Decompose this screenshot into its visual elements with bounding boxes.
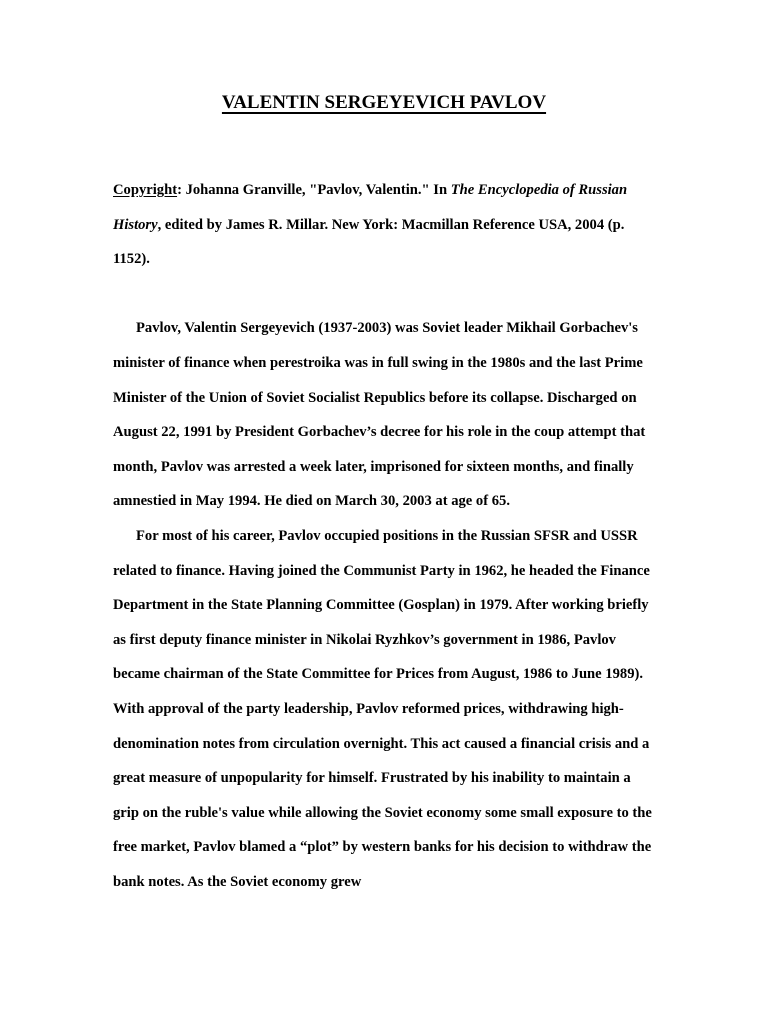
copyright-author-text: : Johanna Granville, "Pavlov, Valentin." In — [177, 182, 451, 198]
paragraph-spacer — [113, 277, 659, 312]
copyright-citation — [113, 173, 659, 277]
copyright-publisher-text: , edited by James R. Millar. New York: Macmillan Reference USA, 2004 (p. 1152). — [113, 216, 625, 268]
paragraph-2: For most of his career, Pavlov occupied positions in the Russian SFSR and USSR related to finance. Having joined the Communist Party in 1962, he headed the Finance Department in the State Planning Committee (Gosplan) in 1979. After working briefly as first deputy finance minister in Nikolai Ryzhkov’s government in 1986, Pavlov became chairman of the State Committee for Prices from August, 1986 to June 1989). With approval of the party leadership, Pavlov reformed prices, withdrawing high-denomination notes from circulation overnight. This act caused a financial crisis and a great measure of unpopularity for himself. Frustrated by his inability to maintain a grip on the ruble's value while allowing the Soviet economy some small exposure to the free market, Pavlov blamed a “plot” by western banks for his decision to withdraw the bank notes. As the Soviet economy grew — [113, 527, 652, 890]
copyright-label: Copyright — [113, 182, 178, 198]
paragraph-1: Pavlov, Valentin Sergeyevich (1937-2003) was Soviet leader Mikhail Gorbachev's minister of finance when perestroika was in full swing in the 1980s and the last Prime Minister of the Union of Soviet Socialist Republics before its collapse. Discharged on August 22, 1991 by President Gorbachev’s decree for his role in the coup attempt that month, Pavlov was arrested a week later, imprisoned for sixteen months, and finally amnestied in May 1994. He died on March 30, 2003 at age of 65. — [113, 320, 646, 510]
document-title-text: VALENTIN SERGEYEVICH PAVLOV — [221, 92, 547, 113]
copyright-book-title: The Encyclopedia of Russian History — [113, 182, 628, 233]
document-body — [113, 173, 659, 899]
document-title — [0, 90, 768, 116]
